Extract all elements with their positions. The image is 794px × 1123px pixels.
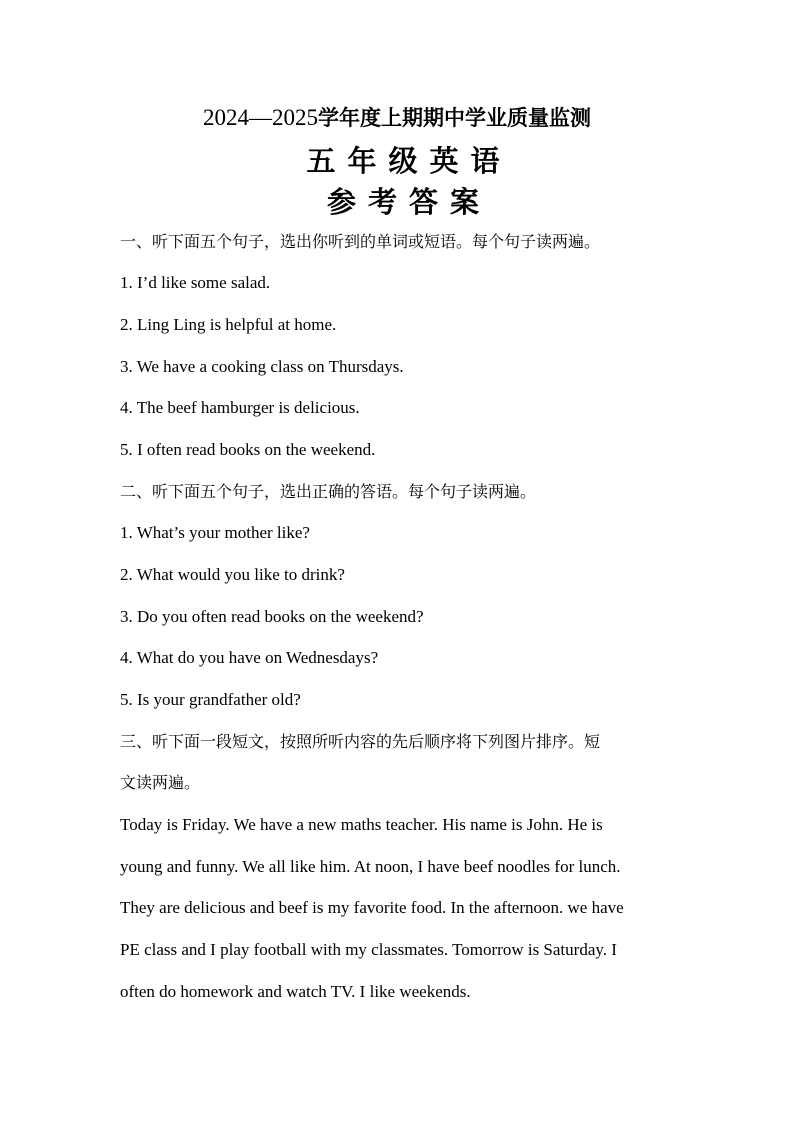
passage-line-3: They are delicious and beef is my favorite food. In the afternoon. we have bbox=[120, 898, 624, 917]
section1-heading: 一、听下面五个句子，选出你听到的单词或短语。每个句子读两遍。 bbox=[120, 232, 601, 251]
section1-item-4: 4. The beef hamburger is delicious. bbox=[120, 398, 360, 417]
section1-item-1: 1. I’d like some salad. bbox=[120, 273, 271, 292]
section1-item-5: 5. I often read books on the weekend. bbox=[120, 440, 376, 459]
section2-item-2: 2. What would you like to drink? bbox=[120, 565, 345, 584]
subject-title: 五年级英语 bbox=[306, 144, 512, 178]
section2-item-5: 5. Is your grandfather old? bbox=[120, 690, 301, 709]
exam-name: 学年度上期期中学业质量监测 bbox=[318, 106, 591, 130]
section2-heading: 二、听下面五个句子，选出正确的答语。每个句子读两遍。 bbox=[120, 482, 537, 501]
section3-heading-line1: 三、听下面一段短文，按照所听内容的先后顺序将下列图片排序。短 bbox=[120, 732, 601, 751]
passage-line-1: Today is Friday. We have a new maths teacher. His name is John. He is bbox=[120, 815, 603, 834]
year-range: 2024—2025 bbox=[203, 105, 318, 130]
section1-item-3: 3. We have a cooking class on Thursdays. bbox=[120, 357, 404, 376]
passage-line-2: young and funny. We all like him. At noon, I have beef noodles for lunch. bbox=[120, 857, 621, 876]
section2-item-3: 3. Do you often read books on the weekend? bbox=[120, 607, 424, 626]
section3-heading-line2: 文读两遍。 bbox=[120, 773, 201, 792]
section2-item-1: 1. What’s your mother like? bbox=[120, 523, 310, 542]
section1-item-2: 2. Ling Ling is helpful at home. bbox=[120, 315, 337, 334]
passage-line-4: PE class and I play football with my classmates. Tomorrow is Saturday. I bbox=[120, 940, 617, 959]
passage-line-5: often do homework and watch TV. I like weekends. bbox=[120, 982, 471, 1001]
answer-key-title: 参考答案 bbox=[326, 185, 491, 219]
section2-item-4: 4. What do you have on Wednesdays? bbox=[120, 648, 379, 667]
exam-title bbox=[0, 101, 794, 135]
